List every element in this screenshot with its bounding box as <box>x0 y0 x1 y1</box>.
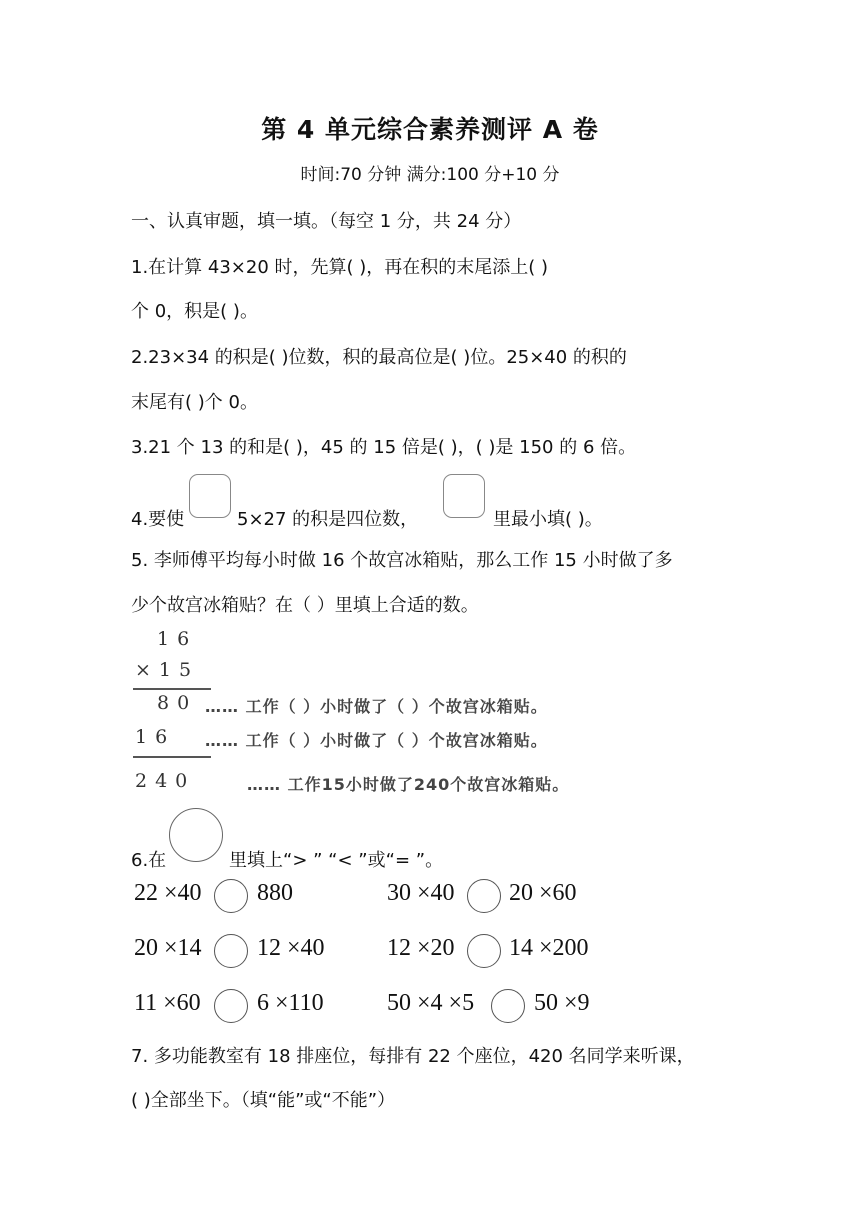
compare-circle <box>491 989 525 1023</box>
compare-circle <box>467 879 501 913</box>
compare-left: 11 ×60 <box>134 990 201 1016</box>
compare-left: 12 ×20 <box>387 935 455 961</box>
question-7-line-1: 7. 多功能教室有 18 排座位，每排有 22 个座位，420 名同学来听课， <box>131 1046 695 1067</box>
compare-circle <box>467 934 501 968</box>
calc-note-3: …… 工作15小时做了240个故宫冰箱贴。 <box>247 775 570 794</box>
compare-left: 50 ×4 ×5 <box>387 990 475 1016</box>
question-5-line-1: 5. 李师傅平均每小时做 16 个故宫冰箱贴，那么工作 15 小时做了多 <box>131 550 673 571</box>
compare-right: 6 ×110 <box>257 990 324 1016</box>
question-1-line-1: 1.在计算 43×20 时，先算( )，再在积的末尾添上( ) <box>131 257 549 278</box>
compare-circle <box>169 808 223 862</box>
compare-left: 30 ×40 <box>387 880 455 906</box>
calc-rule <box>133 756 211 758</box>
compare-left: 20 ×14 <box>134 935 202 961</box>
digit-box <box>189 474 231 518</box>
calc-note-1: …… 工作（ ）小时做了（ ）个故宫冰箱贴。 <box>205 697 548 716</box>
question-2-line-1: 2.23×34 的积是( )位数，积的最高位是( )位。25×40 的积的 <box>131 347 627 368</box>
question-4-part-3: 里最小填( )。 <box>493 509 603 530</box>
section-heading: 一、认真审题，填一填。（每空 1 分，共 24 分） <box>131 211 522 232</box>
calc-note-2: …… 工作（ ）小时做了（ ）个故宫冰箱贴。 <box>205 731 548 750</box>
question-4-part-2: 5×27 的积是四位数， <box>237 509 419 530</box>
compare-right: 50 ×9 <box>534 990 590 1016</box>
compare-right: 20 ×60 <box>509 880 577 906</box>
compare-left: 22 ×40 <box>134 880 202 906</box>
question-6-part-1: 6.在 <box>131 850 167 871</box>
calc-partial-2: 16 <box>135 726 176 748</box>
calc-multiplicand: 16 <box>157 628 198 650</box>
exam-meta: 时间:70 分钟 满分:100 分+10 分 <box>300 165 560 185</box>
compare-circle <box>214 934 248 968</box>
calc-result: 240 <box>135 770 196 792</box>
question-3-line-1: 3.21 个 13 的和是( )，45 的 15 倍是( )，( )是 150 的 6 倍。 <box>131 437 637 458</box>
compare-right: 12 ×40 <box>257 935 325 961</box>
calc-partial-1: 80 <box>157 692 198 714</box>
compare-right: 880 <box>257 880 293 906</box>
question-7-line-2: ( )全部坐下。（填“能”或“不能”） <box>131 1090 396 1111</box>
compare-right: 14 ×200 <box>509 935 589 961</box>
page-title: 第 4 单元综合素养测评 A 卷 <box>261 115 599 144</box>
question-4-part-1: 4.要使 <box>131 509 185 530</box>
question-1-line-2: 个 0，积是( )。 <box>131 301 258 322</box>
question-5-line-2: 少个故宫冰箱贴？在（ ）里填上合适的数。 <box>131 595 479 616</box>
question-2-line-2: 末尾有( )个 0。 <box>131 392 258 413</box>
question-6-part-2: 里填上“> ” “< ”或“= ”。 <box>229 850 444 871</box>
calc-rule <box>133 688 211 690</box>
calc-multiplier: ×15 <box>135 659 200 681</box>
digit-box <box>443 474 485 518</box>
compare-circle <box>214 989 248 1023</box>
compare-circle <box>214 879 248 913</box>
